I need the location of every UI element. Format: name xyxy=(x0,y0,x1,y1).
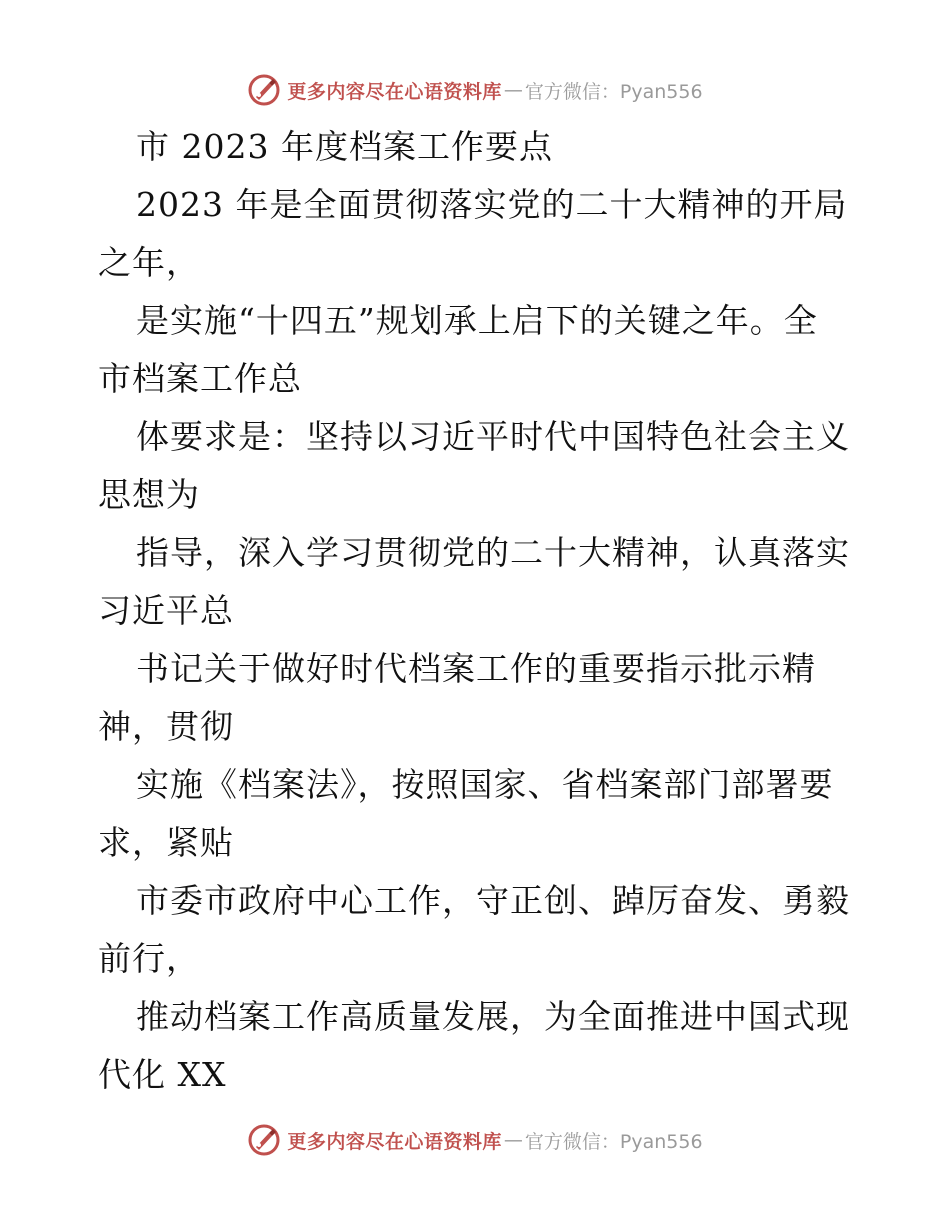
document-line: 市委市政府中心工作，守正创、踔厉奋发、勇毅 xyxy=(136,881,850,920)
document-line: 书记关于做好时代档案工作的重要指示批示精 xyxy=(136,649,816,688)
document-body xyxy=(98,118,858,1104)
document-line: 市档案工作总 xyxy=(98,359,302,398)
document-line: 习近平总 xyxy=(98,591,234,630)
document-line: 市 2023 年度档案工作要点 xyxy=(136,127,553,166)
watermark-wechat: 官方微信：Pyan556 xyxy=(524,80,703,103)
document-line: 思想为 xyxy=(98,475,200,514)
document-line: 实施《档案法》，按照国家、省档案部门部署要 xyxy=(136,765,834,804)
pen-logo-icon xyxy=(247,73,281,107)
footer-watermark xyxy=(0,1120,950,1160)
document-line: 体要求是：坚持以习近平时代中国特色社会主义 xyxy=(136,417,850,456)
document-line: 神，贯彻 xyxy=(98,707,234,746)
document-line: 指导，深入学习贯彻党的二十大精神，认真落实 xyxy=(136,533,850,572)
document-line: 代化 XX xyxy=(98,1055,227,1094)
document-line: 求，紧贴 xyxy=(98,823,234,862)
watermark-separator: — xyxy=(503,79,523,101)
header-watermark xyxy=(0,70,950,110)
watermark-text: 更多内容尽在心语资料库 xyxy=(287,80,502,103)
watermark-wechat: 官方微信：Pyan556 xyxy=(524,1130,703,1153)
document-line: 推动档案工作高质量发展，为全面推进中国式现 xyxy=(136,997,850,1036)
watermark-separator: — xyxy=(503,1129,523,1151)
document-line: 之年， xyxy=(98,243,200,282)
document-line: 是实施“十四五”规划承上启下的关键之年。全 xyxy=(136,301,818,340)
document-line: 2023 年是全面贯彻落实党的二十大精神的开局 xyxy=(136,185,848,224)
watermark-text: 更多内容尽在心语资料库 xyxy=(287,1130,502,1153)
document-line: 前行， xyxy=(98,939,200,978)
pen-logo-icon xyxy=(247,1123,281,1157)
